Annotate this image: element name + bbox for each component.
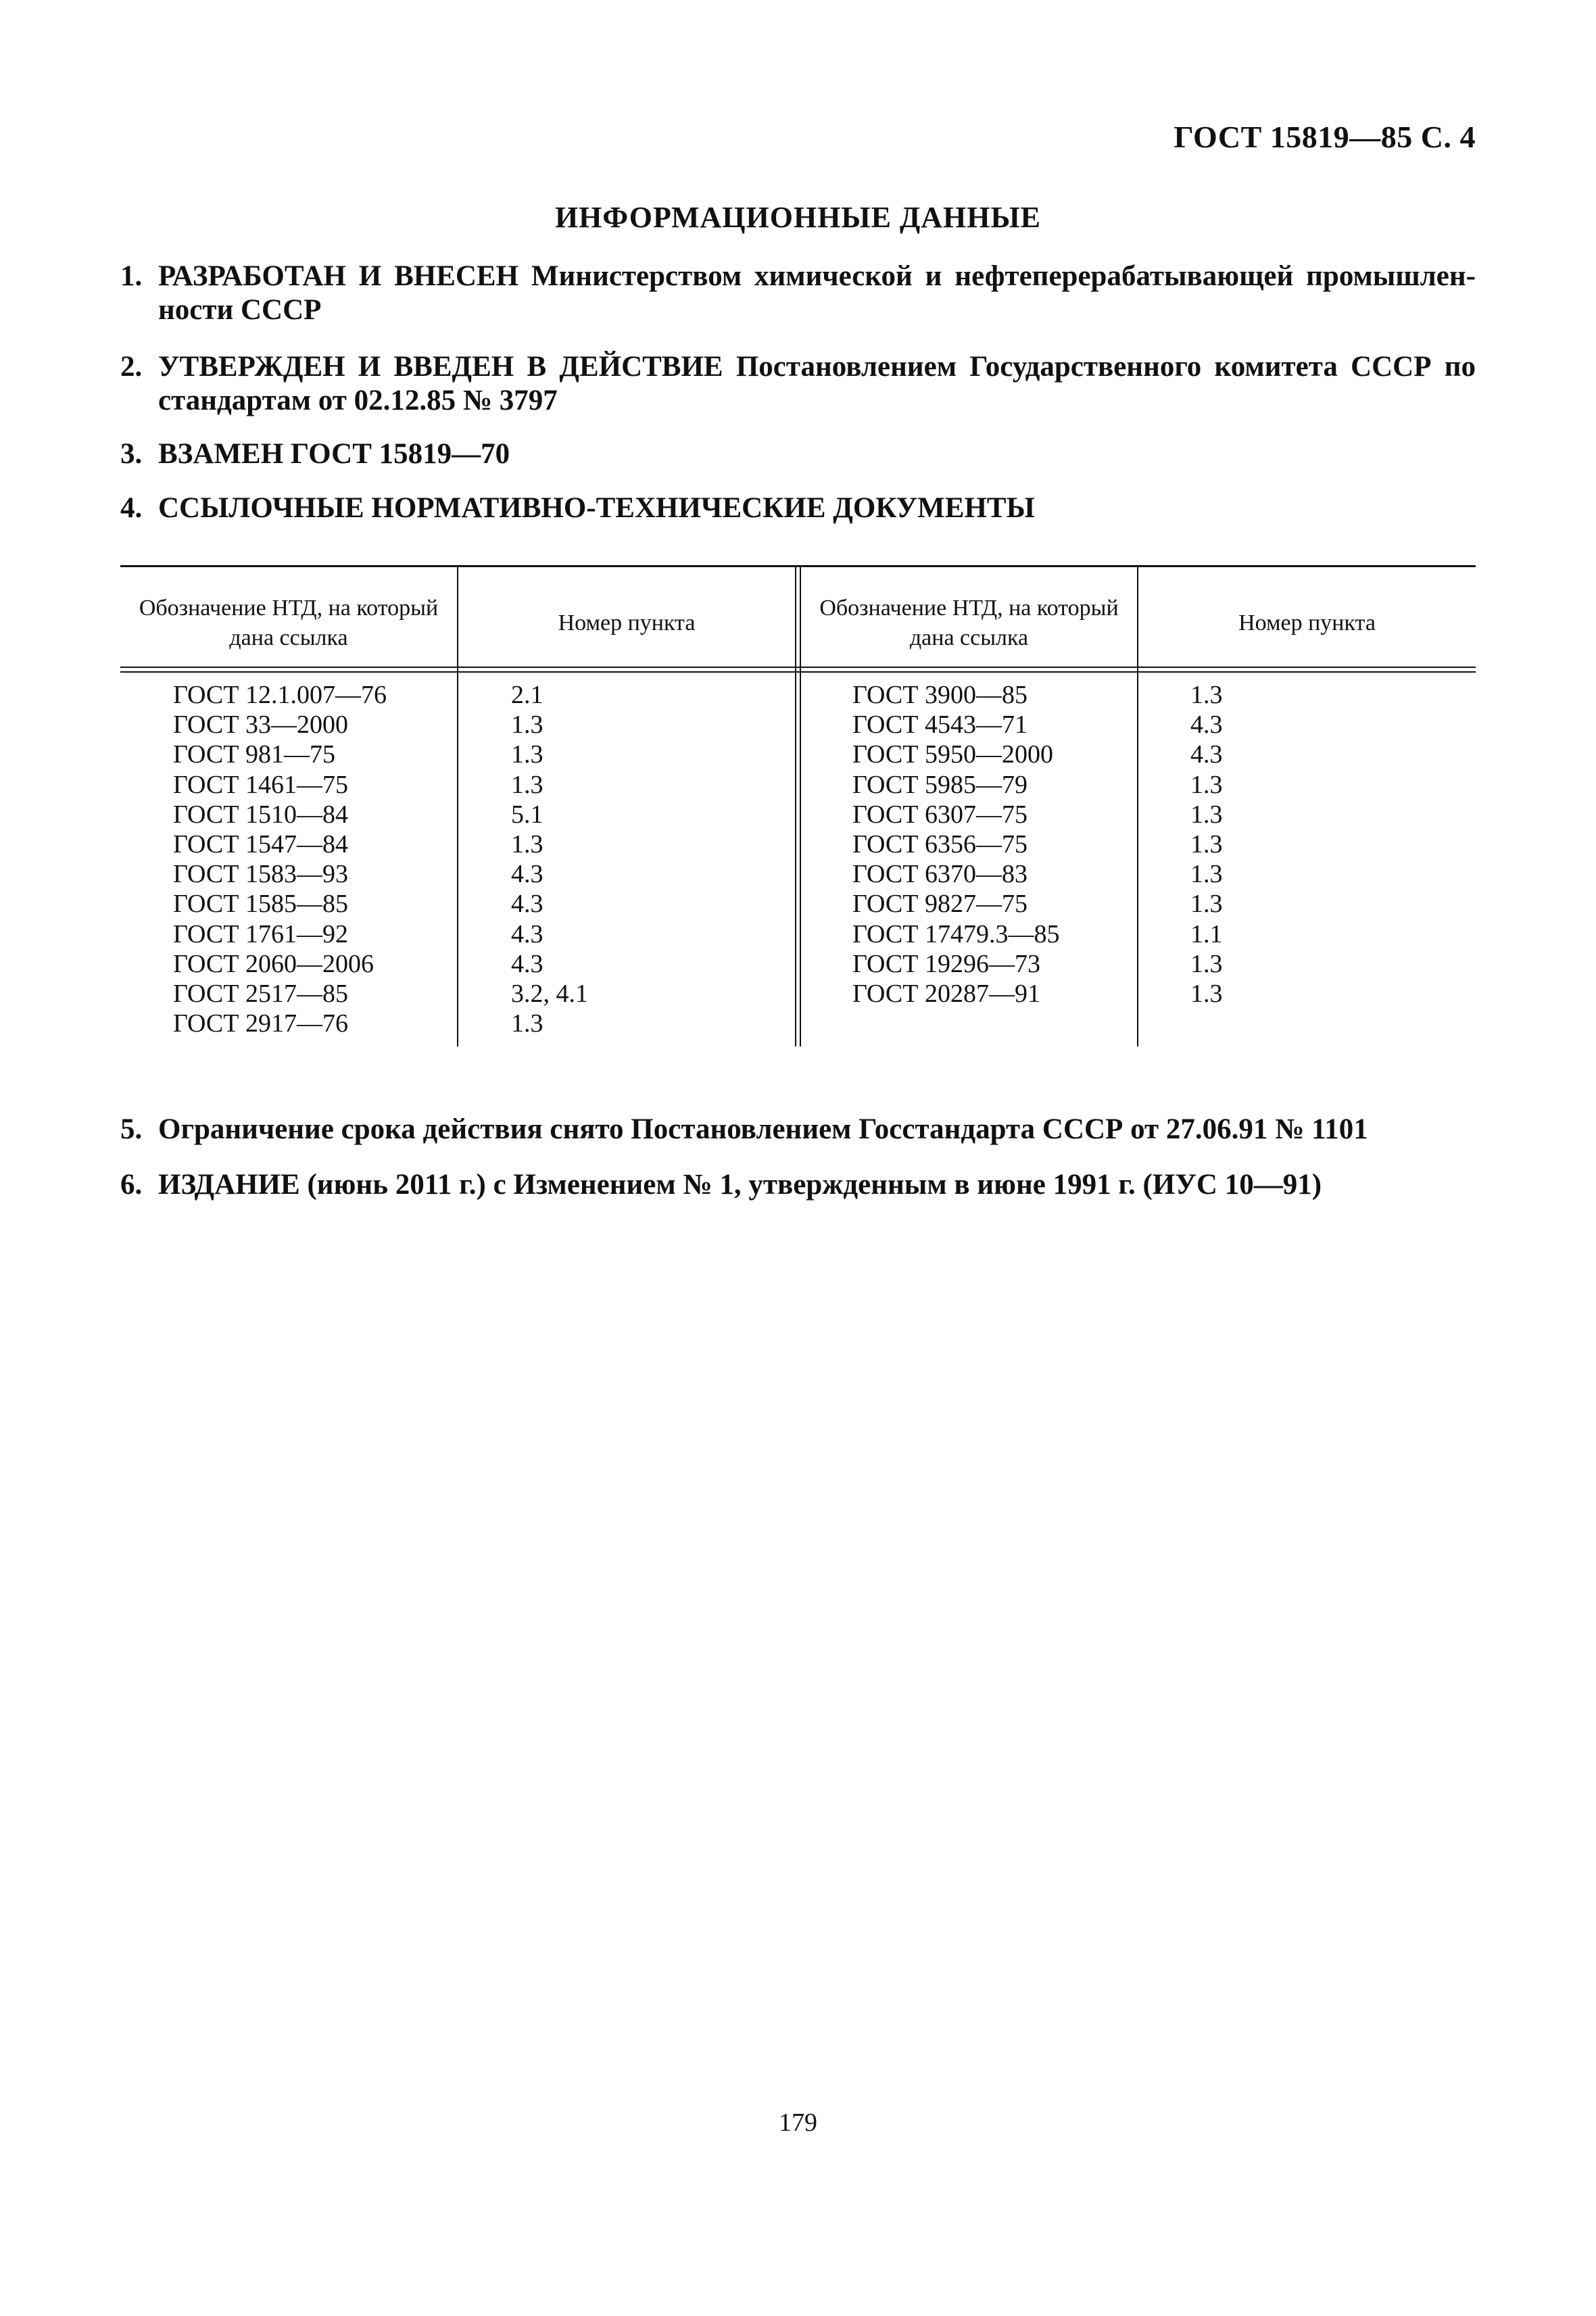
table-cell-document: ГОСТ 5985—79 — [852, 770, 1027, 799]
table-cell-item: 1.1 — [1190, 919, 1223, 948]
table-cell-document: ГОСТ 4543—71 — [852, 710, 1027, 740]
reference-documents-table — [120, 565, 1476, 1046]
table-cell-document: ГОСТ 6370—83 — [852, 860, 1027, 889]
section-3 — [120, 437, 1476, 471]
table-cell-item: 4.3 — [1190, 710, 1223, 740]
section-6 — [120, 1168, 1476, 1202]
table-cell-document: ГОСТ 3900—85 — [852, 681, 1027, 709]
section-text: УТВЕРЖДЕН И ВВЕДЕН В ДЕЙСТВИЕ Постановлением Государственного комитета СССР по стандартам от 02.12.85 № 3797 — [158, 351, 1476, 416]
section-text: ССЫЛОЧНЫЕ НОРМАТИВНО-ТЕХНИЧЕСКИЕ ДОКУМЕНТЫ — [158, 492, 1035, 524]
table-cell-document: ГОСТ 9827—75 — [852, 890, 1027, 919]
column-header-document: Обозначение НТД, на который дана ссылка — [139, 596, 439, 650]
table-cell-item: 4.3 — [511, 949, 543, 978]
document-reference: ГОСТ 15819—85 С. 4 — [1174, 120, 1476, 154]
table-cell-item: 4.3 — [511, 860, 543, 889]
table-header-rule — [120, 667, 1476, 668]
table-cell-item: 3.2, 4.1 — [511, 980, 588, 1009]
table-cell-document: ГОСТ 6307—75 — [852, 800, 1027, 829]
table-cell-item: 1.3 — [1190, 890, 1223, 919]
table-cell-item: 1.3 — [1190, 681, 1223, 709]
table-cell-item: 1.3 — [1190, 800, 1223, 829]
right-documents-column — [852, 680, 1060, 1009]
table-cell-item: 2.1 — [511, 681, 543, 709]
section-number: 5. — [120, 1113, 143, 1145]
section-5 — [120, 1113, 1476, 1147]
section-number: 3. — [120, 438, 143, 470]
right-items-column — [1190, 680, 1223, 1009]
table-cell-item: 1.3 — [511, 830, 543, 859]
table-cell-document: ГОСТ 17479.3—85 — [852, 919, 1060, 948]
table-cell-item: 1.3 — [1190, 770, 1223, 799]
table-cell-document: ГОСТ 6356—75 — [852, 830, 1027, 859]
table-cell-item: 1.3 — [511, 770, 543, 799]
left-items-column — [511, 680, 588, 1038]
column-divider — [795, 565, 796, 1046]
left-documents-column — [173, 680, 387, 1038]
section-text: ИЗДАНИЕ (июнь 2011 г.) с Изменением № 1, утвержденным в июне 1991 г. (ИУС 10—91) — [158, 1169, 1322, 1201]
table-cell-document: ГОСТ 2060—2006 — [173, 949, 374, 978]
table-header-rule — [120, 671, 1476, 673]
page-number: 179 — [779, 2108, 817, 2137]
table-cell-item: 1.3 — [511, 740, 543, 769]
section-number: 1. — [120, 260, 143, 292]
table-cell-document: ГОСТ 33—2000 — [173, 710, 348, 740]
section-text: ВЗАМЕН ГОСТ 15819—70 — [158, 438, 510, 470]
column-header-document: Обозначение НТД, на который дана ссылка — [819, 596, 1119, 650]
page-title: ИНФОРМАЦИОННЫЕ ДАННЫЕ — [554, 201, 1042, 234]
section-number: 6. — [120, 1169, 143, 1201]
column-header-item: Номер пункта — [558, 610, 696, 635]
section-text: Ограничение срока действия снято Постановлением Госстандарта СССР от 27.06.91 № 1101 — [158, 1113, 1368, 1145]
table-cell-item: 4.3 — [511, 919, 543, 948]
table-cell-document: ГОСТ 1461—75 — [173, 770, 348, 799]
table-cell-item: 5.1 — [511, 800, 543, 829]
table-cell-item: 4.3 — [511, 890, 543, 919]
table-cell-document: ГОСТ 12.1.007—76 — [173, 681, 387, 709]
table-cell-document: ГОСТ 1761—92 — [173, 919, 348, 948]
table-cell-item: 1.3 — [511, 710, 543, 740]
table-cell-item: 1.3 — [1190, 980, 1223, 1009]
section-1 — [120, 260, 1476, 327]
section-number: 2. — [120, 351, 143, 383]
column-header-item: Номер пункта — [1238, 610, 1376, 635]
section-number: 4. — [120, 492, 143, 524]
section-text: РАЗРАБОТАН И ВНЕСЕН Министерством химической и нефтеперерабатывающей промышлен-ности СССР — [158, 260, 1476, 326]
table-cell-item: 1.3 — [511, 1009, 543, 1038]
table-cell-document: ГОСТ 1510—84 — [173, 800, 348, 829]
table-cell-document: ГОСТ 1547—84 — [173, 830, 348, 859]
table-cell-document: ГОСТ 2917—76 — [173, 1009, 348, 1038]
table-cell-document: ГОСТ 1585—85 — [173, 890, 348, 919]
section-2 — [120, 350, 1476, 418]
table-cell-document: ГОСТ 20287—91 — [852, 980, 1040, 1009]
table-cell-document: ГОСТ 1583—93 — [173, 860, 348, 889]
table-cell-document: ГОСТ 5950—2000 — [852, 740, 1053, 769]
table-cell-item: 1.3 — [1190, 949, 1223, 978]
table-cell-document: ГОСТ 19296—73 — [852, 949, 1040, 978]
table-top-rule — [120, 565, 1476, 567]
table-cell-item: 1.3 — [1190, 830, 1223, 859]
table-cell-item: 1.3 — [1190, 860, 1223, 889]
table-cell-document: ГОСТ 2517—85 — [173, 980, 348, 1009]
table-cell-document: ГОСТ 981—75 — [173, 740, 335, 769]
table-cell-item: 4.3 — [1190, 740, 1223, 769]
section-4 — [120, 491, 1476, 525]
